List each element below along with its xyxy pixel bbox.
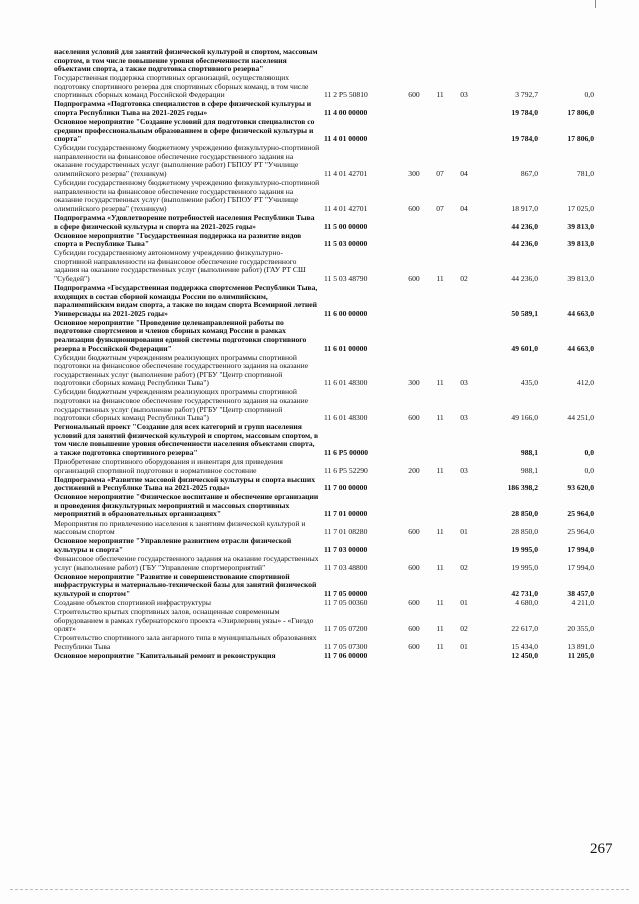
- row-sum-2022: 988,1: [520, 465, 538, 475]
- table-row: [54, 388, 602, 422]
- table-row: [54, 319, 602, 353]
- row-sum-2022: 28 850,0: [511, 509, 538, 519]
- row-subsection: 03: [460, 90, 468, 100]
- row-code: 11 7 01 00000: [324, 509, 368, 519]
- row-code: 11 6 P5 00000: [324, 447, 369, 457]
- row-expense-type: 600: [408, 641, 420, 651]
- row-sum-2023: 17 806,0: [567, 108, 594, 118]
- row-code: 11 4 01 00000: [324, 134, 368, 144]
- row-expense-type: 600: [408, 562, 420, 572]
- row-name: Субсидии государственному автономному учреждению физкультурно-спортивной направленности на финансовое обеспечение государственного задания на оказание государственных услуг (выполнение работ) (ГАУ РТ СШ "Субедей"): [54, 248, 306, 283]
- row-sum-2023: 25 964,0: [567, 509, 594, 519]
- row-subsection: 01: [460, 641, 468, 651]
- row-sum-2022: 3 792,7: [515, 90, 538, 100]
- row-code: 11 7 01 08280: [324, 527, 368, 537]
- row-sum-2023: 781,0: [576, 169, 594, 179]
- table-row: [54, 573, 602, 599]
- row-name: Приобретение спортивного оборудования и инвентаря для приведения организаций спортивной подготовки в нормативное состояние: [54, 457, 283, 475]
- row-name: Мероприятия по привлечению населения к занятиям физической культурой и массовым спортом: [54, 518, 306, 537]
- row-name: Субсидии бюджетным учреждениям реализующих программы спортивной подготовки на финансовое обеспечение государственного задания на оказание государственных услуг (выполнение работ) (РГБУ "Центр спортивной подготовки сборных команд Республики Тыва"): [54, 387, 309, 423]
- row-sum-2022: 4 680,0: [515, 597, 538, 607]
- table-row: [54, 634, 602, 651]
- row-sum-2023: 44 663,0: [567, 308, 594, 318]
- row-expense-type: 600: [408, 273, 420, 283]
- row-code: 11 6 01 00000: [324, 343, 368, 353]
- row-sum-2023: 17 025,0: [567, 203, 594, 213]
- page-edge-mark: [595, 0, 596, 8]
- row-subsection: 01: [460, 597, 468, 607]
- row-section: 11: [436, 527, 444, 537]
- row-code: 11 7 03 00000: [324, 544, 368, 554]
- table-row: [54, 608, 602, 634]
- row-section: 11: [436, 90, 444, 100]
- row-name: Создание объектов спортивной инфраструктуры: [54, 597, 211, 607]
- row-sum-2023: 93 620,0: [567, 483, 594, 493]
- row-sum-2023: 17 994,0: [567, 544, 594, 554]
- row-sum-2023: 39 813,0: [567, 273, 594, 283]
- table-row: [54, 118, 602, 144]
- row-code: 11 7 05 00000: [324, 588, 368, 598]
- row-section: 11: [436, 624, 444, 634]
- row-sum-2022: 19 784,0: [511, 108, 538, 118]
- row-section: 11: [436, 413, 444, 423]
- row-code: 11 7 06 00000: [324, 650, 368, 660]
- row-sum-2022: 15 434,0: [511, 641, 538, 651]
- row-sum-2022: 44 236,0: [511, 273, 538, 283]
- row-sum-2022: 50 589,1: [511, 308, 538, 318]
- row-sum-2023: 44 251,0: [567, 413, 594, 423]
- row-expense-type: 600: [408, 624, 420, 634]
- row-subsection: 03: [460, 413, 468, 423]
- row-subsection: 03: [460, 378, 468, 388]
- row-sum-2023: 13 891,0: [567, 641, 594, 651]
- row-name: Основное мероприятие "Государственная поддержка на развитие видов спорта в Республике Тыва": [54, 230, 302, 249]
- row-sum-2022: 49 601,0: [511, 343, 538, 353]
- row-subsection: 01: [460, 527, 468, 537]
- row-expense-type: 600: [408, 203, 420, 213]
- row-code: 11 7 03 48800: [324, 562, 368, 572]
- row-section: 07: [436, 203, 444, 213]
- row-sum-2022: 867,0: [520, 169, 538, 179]
- row-sum-2023: 39 813,0: [567, 221, 594, 231]
- row-code: 11 6 01 48300: [324, 413, 368, 423]
- row-sum-2022: 186 398,2: [507, 483, 538, 493]
- row-subsection: 04: [460, 203, 468, 213]
- table-row: [54, 354, 602, 388]
- row-sum-2023: 17 994,0: [567, 562, 594, 572]
- row-section: 11: [436, 562, 444, 572]
- row-sum-2022: 19 784,0: [511, 134, 538, 144]
- row-name: Подпрограмма «Государственная поддержка спортсменов Республики Тыва, входящих в состав сборной команды России по олимпийским, паралимпийским видам спорта, а также по видам спорта Всемирной летней Универсиады на 2021-2025 годы»: [54, 283, 318, 318]
- table-row: [54, 284, 602, 318]
- table-row: [54, 537, 602, 554]
- row-sum-2023: 0,0: [584, 90, 594, 100]
- table-row: [54, 652, 602, 661]
- row-name: Финансовое обеспечение государственного задания на оказание государственных услуг (выполнение работ) (ГБУ "Управление спортмероприятий": [54, 554, 319, 572]
- row-subsection: 02: [460, 273, 468, 283]
- row-sum-2023: 25 964,0: [567, 527, 594, 537]
- table-row: [54, 100, 602, 117]
- row-sum-2023: 412,0: [576, 378, 594, 388]
- row-sum-2023: 20 355,0: [567, 624, 594, 634]
- row-code: 11 7 05 07300: [324, 641, 368, 651]
- row-sum-2023: 44 663,0: [567, 343, 594, 353]
- table-row: [54, 144, 602, 178]
- row-code: 11 6 00 00000: [324, 308, 368, 318]
- row-section: 11: [436, 597, 444, 607]
- row-sum-2022: 42 731,0: [511, 588, 538, 598]
- row-section: 11: [436, 641, 444, 651]
- row-code: 11 4 01 42701: [324, 203, 368, 213]
- row-name: Государственная поддержка спортивных организаций, осуществляющих подготовку спортивного резерва для спортивных сборных команд, в том числе спортивных сборных команд Российской Федерации: [54, 73, 309, 100]
- row-sum-2022: 12 450,0: [511, 650, 538, 660]
- table-row: [54, 74, 602, 100]
- budget-table: [54, 48, 602, 661]
- row-name: Подпрограмма «Развитие массовой физической культуры и спорта высших достижений в Республике Тыва на 2021-2025 годы»: [54, 474, 315, 493]
- row-sum-2022: 44 236,0: [511, 221, 538, 231]
- row-expense-type: 300: [408, 378, 420, 388]
- table-row: [54, 48, 602, 74]
- row-name: Основное мероприятие "Капитальный ремонт и реконструкция: [54, 650, 276, 660]
- row-name: Подпрограмма «Удовлетворение потребностей населения Республики Тыва в сфере физической культуры и спорта на 2021-2025 годы»: [54, 212, 315, 231]
- row-name: Субсидии государственному бюджетному учреждению физкультурно-спортивной направленности на финансовое обеспечение государственного задания на оказание государственных услуг (выполнение работ) ГБПОУ РТ "Училище олимпийского резерва" (техникум): [54, 143, 320, 179]
- row-sum-2023: 38 457,0: [567, 588, 594, 598]
- table-row: [54, 520, 602, 537]
- table-row: [54, 232, 602, 249]
- row-name: Основное мероприятие "Проведение целенаправленной работы по подготовке спортсменов и членов сборных команд России в рамках реализации функционирования единой системы подготовки спортивного резерва в Российской Федерации": [54, 317, 307, 353]
- page-bottom-rule: [10, 889, 629, 890]
- row-code: 11 5 03 00000: [324, 239, 368, 249]
- row-code: 11 6 01 48300: [324, 378, 368, 388]
- row-code: 11 5 00 00000: [324, 221, 368, 231]
- table-row: [54, 555, 602, 572]
- row-subsection: 02: [460, 624, 468, 634]
- table-row: [54, 249, 602, 283]
- table-row: [54, 179, 602, 213]
- row-name: Основное мероприятие "Физическое воспитание и обеспечение организации и проведения физкультурных мероприятий и массовых спортивных мероприятий в образовательных организациях": [54, 492, 319, 519]
- row-code: 11 5 03 48790: [324, 273, 368, 283]
- row-sum-2023: 17 806,0: [567, 134, 594, 144]
- row-expense-type: 200: [408, 465, 420, 475]
- row-section: 11: [436, 378, 444, 388]
- row-subsection: 03: [460, 465, 468, 475]
- row-expense-type: 600: [408, 597, 420, 607]
- row-sum-2022: 44 236,0: [511, 239, 538, 249]
- table-row: [54, 493, 602, 519]
- row-name: Строительство крытых спортивных залов, оснащенные современным оборудованием в рамках губернаторского проекта «Эзирлерниң уязы» - «Гнездо орлят»: [54, 607, 314, 634]
- row-code: 11 7 00 00000: [324, 483, 368, 493]
- row-expense-type: 300: [408, 169, 420, 179]
- row-sum-2023: 39 813,0: [567, 239, 594, 249]
- row-sum-2022: 28 850,0: [511, 527, 538, 537]
- row-sum-2022: 988,1: [520, 447, 538, 457]
- row-name: населения условий для занятий физической культурой и спортом, массовым спортом, в том числе повышение уровня обеспеченности населения объектами спорта, а также подготовка спортивного резерва": [54, 47, 318, 74]
- row-sum-2022: 435,0: [520, 378, 538, 388]
- row-code: 11 7 05 07200: [324, 624, 368, 634]
- row-code: 11 6 P5 52290: [324, 465, 368, 475]
- row-sum-2022: 19 995,0: [511, 562, 538, 572]
- row-name: Основное мероприятие "Управление развитием отрасли физической культуры и спорта": [54, 536, 292, 554]
- row-section: 11: [436, 273, 444, 283]
- row-sum-2023: 4 211,0: [571, 597, 594, 607]
- row-name: Строительство спортивного зала ангарного типа в муниципальных образованиях Республики Тыва: [54, 633, 317, 651]
- row-sum-2022: 18 917,0: [511, 203, 538, 213]
- table-row: [54, 214, 602, 231]
- table-row: [54, 423, 602, 457]
- row-name: Субсидии государственному бюджетному учреждению физкультурно-спортивной направленности на финансовое обеспечение государственного задания на оказание государственных услуг (выполнение работ) ГБПОУ РТ "Училище олимпийского резерва" (техникум): [54, 178, 320, 213]
- row-code: 11 7 05 00360: [324, 597, 368, 607]
- row-subsection: 04: [460, 169, 468, 179]
- page-number: 267: [590, 841, 613, 857]
- row-sum-2022: 49 166,0: [511, 413, 538, 423]
- row-subsection: 02: [460, 562, 468, 572]
- table-row: [54, 458, 602, 475]
- row-sum-2023: 0,0: [584, 465, 594, 475]
- row-code: 11 4 01 42701: [324, 169, 368, 179]
- row-code: 11 4 00 00000: [324, 108, 368, 118]
- row-name: Подпрограмма «Подготовка специалистов в сфере физической культуры и спорта Республики Тыва на 2021-2025 годы»: [54, 99, 312, 118]
- row-name: Основное мероприятие "Развитие и совершенствование спортивной инфраструктуры и материально-технической базы для занятий физической культурой и спортом": [54, 571, 317, 598]
- table-row: [54, 476, 602, 493]
- row-sum-2022: 22 617,0: [511, 624, 538, 634]
- row-sum-2023: 0,0: [584, 447, 594, 457]
- row-name: Субсидии бюджетным учреждениям реализующих программы спортивной подготовки на финансовое обеспечение государственного задания на оказание государственных услуг (выполнение работ) (РГБУ "Центр спортивной подготовки сборных команд Республики Тыва"): [54, 352, 309, 388]
- row-expense-type: 600: [408, 413, 420, 423]
- row-section: 11: [436, 465, 444, 475]
- row-expense-type: 600: [408, 527, 420, 537]
- row-code: 11 2 P5 50810: [324, 90, 368, 100]
- row-sum-2023: 11 205,0: [567, 650, 594, 660]
- row-name: Региональный проект "Создание для всех категорий и групп населения условий для занятий физической культурой и спортом, массовым спортом, в том числе повышение уровня обеспеченности населения объектами спорта, а также подготовка спортивного резерва": [54, 422, 319, 457]
- row-expense-type: 600: [408, 90, 420, 100]
- row-sum-2022: 19 995,0: [511, 544, 538, 554]
- row-section: 07: [436, 169, 444, 179]
- row-name: Основное мероприятие "Создание условий для подготовки специалистов со средним профессиональным образованием в сфере физической культуры и спорта": [54, 117, 315, 144]
